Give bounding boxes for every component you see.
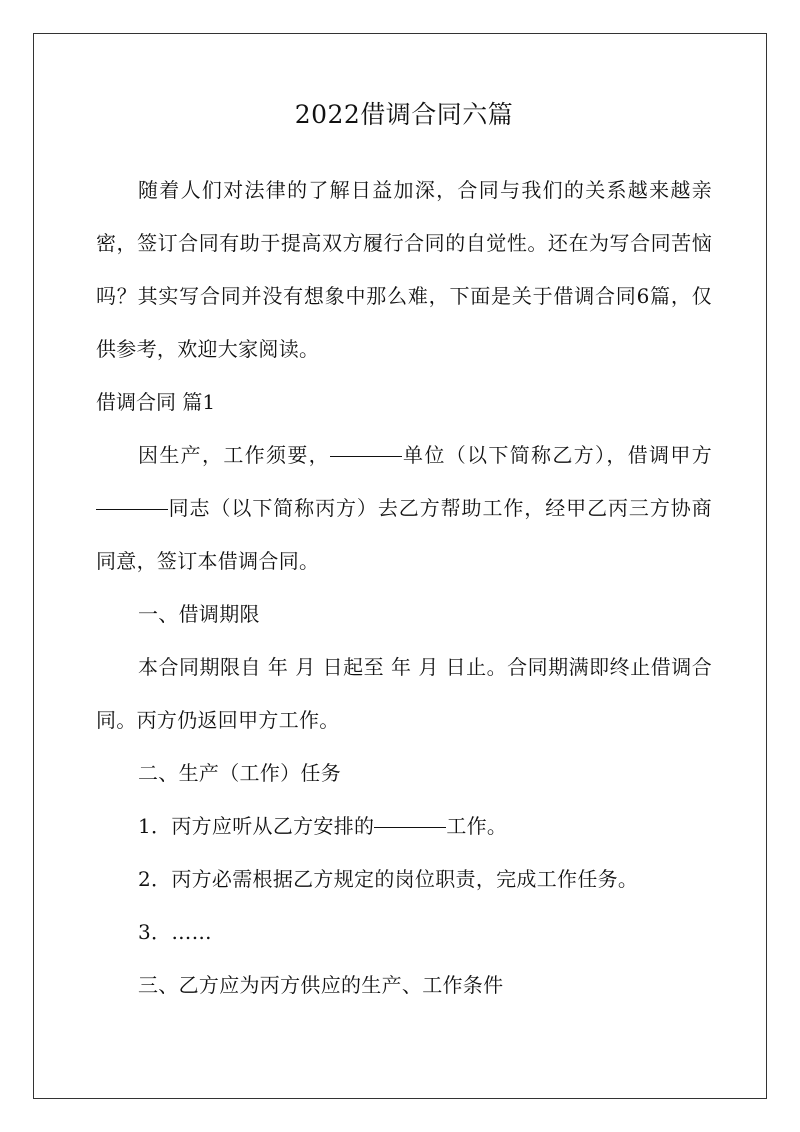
intro-paragraph: 随着人们对法律的了解日益加深，合同与我们的关系越来越亲密，签订合同有助于提高双方履行合同的自觉性。还在为写合同苦恼吗？其实写合同并没有想象中那么难，下面是关于借调合同6篇，仅供参考，欢迎大家阅读。	[96, 178, 712, 361]
document-title: 2022借调合同六篇	[294, 100, 514, 129]
clause-1-text: 本合同期限自 年 月 日起至 年 月 日止。合同期满即终止借调合同。丙方仍返回甲方工作。	[96, 655, 712, 732]
section-heading: 借调合同 篇1	[96, 390, 216, 414]
opening-text-a: 因生产，工作须要，	[138, 443, 330, 467]
document-body	[96, 98, 712, 1012]
clause-3-title: 三、乙方应为丙方供应的生产、工作条件	[138, 973, 504, 997]
clause-1-title: 一、借调期限	[138, 602, 260, 626]
blank-line-unit	[330, 455, 402, 457]
blank-line-person	[96, 508, 168, 510]
clause-2-item-2: 2．丙方必需根据乙方规定的岗位职责，完成工作任务。	[138, 867, 639, 891]
item-1-text-a: 1．丙方应听从乙方安排的	[138, 814, 375, 838]
clause-2-item-1	[96, 800, 712, 853]
clause-2-title: 二、生产（工作）任务	[138, 761, 341, 785]
blank-line-work	[374, 826, 446, 828]
item-1-text-b: 工作。	[446, 814, 508, 838]
clause-2-item-3: 3．……	[138, 920, 212, 944]
opening-paragraph	[96, 429, 712, 588]
opening-text-b: 单位（以下简称乙方），借调甲方	[402, 443, 712, 467]
opening-text-c: 同志（以下简称丙方）去乙方帮助工作，经甲乙丙三方协商同意，签订本借调合同。	[96, 496, 712, 573]
